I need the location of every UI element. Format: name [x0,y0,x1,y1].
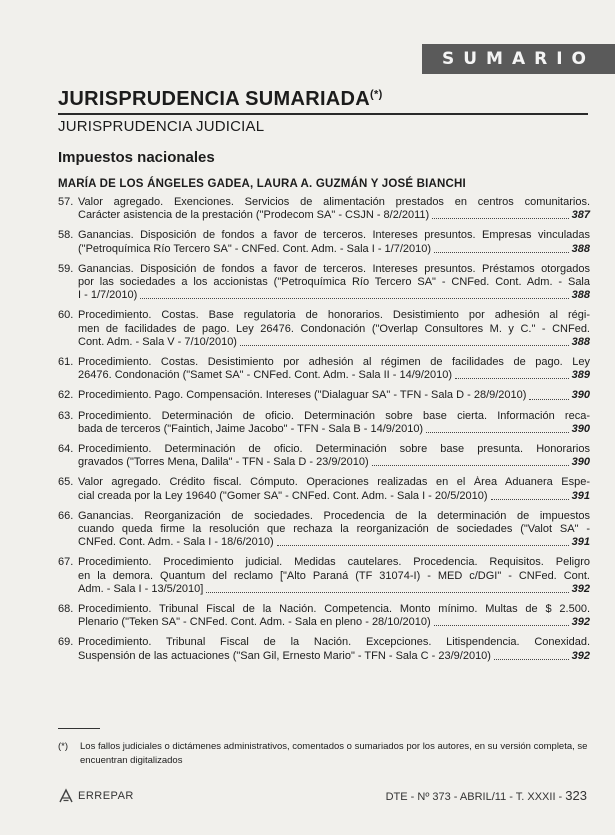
entry-number: 67. [58,556,74,569]
entry-last-line [78,243,590,256]
summary-entry [58,309,590,349]
entry-text-line: Carácter asistencia de la prestación ("Prodecom SA" - CSJN - 8/2/2011) [78,209,430,222]
dot-leader [372,465,569,466]
summary-entry [58,636,590,662]
summary-entry [58,476,590,502]
entry-text-line: ("Petroquímica Río Tercero SA" - CNFed. Cont. Adm. - Sala I - 1/7/2010) [78,242,432,255]
footnote-mark: (*) [58,741,69,752]
dot-leader [494,659,569,660]
entry-text-line: Ganancias. Reorganización de sociedades. Procedencia de la determinación de impuestos [78,509,590,522]
errepar-logo-icon [58,788,74,804]
dot-leader [491,499,569,500]
entry-page-number: 390 [571,456,590,469]
footnote-divider [58,728,100,729]
entry-number: 66. [58,509,74,522]
publisher-name: ERREPAR [78,790,134,802]
summary-entry [58,196,590,222]
entry-text-line: cial creada por la Ley 19640 ("Gomer SA" - CNFed. Cont. Adm. - Sala I - 20/5/2010) [78,489,488,502]
entry-text-line: Procedimiento. Tribunal Fiscal de la Nación. Excepciones. Litispendencia. Conexidad. [78,636,590,649]
page-title-text: JURISPRUDENCIA SUMARIADA [58,88,371,110]
title-footnote-mark: (*) [370,88,383,101]
dot-leader [206,592,568,593]
entry-text-line: CNFed. Cont. Adm. - Sala I - 18/6/2010) [78,536,274,549]
entry-page-number: 392 [571,649,590,662]
entry-number: 62. [58,389,74,402]
summary-entry [58,443,590,469]
footnote-text: Los fallos judiciales o dictámenes administrativos, comentados o sumariados por los autores, en su versión completa, se encuentran digitalizados [80,741,588,766]
summary-entry [58,263,590,303]
entry-page-number: 390 [571,389,590,402]
dot-leader [140,298,568,299]
dot-leader [426,432,569,433]
entry-number: 58. [58,229,74,242]
entry-number: 59. [58,262,74,275]
entry-page-number: 388 [571,242,590,255]
summary-entry [58,229,590,255]
entry-text-line: Procedimiento. Procedimiento judicial. Medidas cautelares. Procedencia. Requisitos. Peligro [78,556,590,569]
summary-entry [58,410,590,436]
sumario-label: SUMARIO [442,49,595,69]
summary-entry [58,603,590,629]
summary-entries-list [58,196,590,670]
entry-text-line: Ganancias. Disposición de fondos a favor de terceros. Intereses presuntos. Préstamos otorgados [78,262,590,275]
page-subtitle: JURISPRUDENCIA JUDICIAL [58,118,265,135]
entry-text-line: 26476. Condonación ("Samet SA" - CNFed. Cont. Adm. - Sala II - 14/9/2010) [78,369,453,382]
entry-text-line: Procedimiento. Costas. Desistimiento por adhesión al régimen de facilidades de pago. Ley [78,356,590,369]
entry-text-line: Procedimiento. Costas. Base regulatoria de honorarios. Desistimiento por adhesión al régi- [78,309,590,322]
dot-leader [455,378,569,379]
entry-text-line: en la demora. Quantum del reclamo ["Alto Paraná (TF 31074-I) - MED c/DGI" - CNFed. Cont. [78,569,590,582]
entry-page-number: 388 [571,335,590,348]
page-title [58,88,383,111]
entry-last-line [78,456,590,469]
footnote [58,740,590,768]
page-number: 323 [565,788,587,803]
entry-text-line: Ganancias. Disposición de fondos a favor de terceros. Intereses presuntos. Empresas vinculadas [78,229,590,242]
entry-page-number: 392 [571,582,590,595]
entry-page-number: 388 [571,289,590,302]
page-footer [386,788,587,803]
entry-page-number: 390 [571,422,590,435]
footer-reference: DTE - Nº 373 - ABRIL/11 - T. XXXII - [385,791,563,803]
entry-text-line: por las sociedades a los accionistas ("Petroquímica Río Tercero SA" - CNFed. Cont. Adm. - Sala [78,276,590,289]
entry-page-number: 387 [571,209,590,222]
entry-last-line [78,583,590,596]
dot-leader [432,218,568,219]
entry-page-number: 391 [571,489,590,502]
dot-leader [529,399,568,400]
summary-entry [58,356,590,382]
entry-text-line: Valor agregado. Crédito fiscal. Cómputo. Operaciones realizadas en el Área Aduanera Espe- [78,476,590,489]
entry-number: 60. [58,309,74,322]
publisher-logo [58,788,134,804]
entry-text-line: I - 1/7/2010) [78,289,138,302]
entry-last-line [78,616,590,629]
entry-number: 57. [58,196,74,208]
summary-entry [58,556,590,596]
dot-leader [277,545,569,546]
entry-page-number: 391 [571,536,590,549]
entry-text-line: Adm. - Sala I - 13/5/2010] [78,582,204,595]
entry-number: 68. [58,603,74,616]
entry-page-number: 392 [571,616,590,629]
entry-number: 69. [58,636,74,649]
entry-last-line [78,389,590,402]
entry-last-line [78,369,590,382]
entry-text-line: Procedimiento. Pago. Compensación. Intereses ("Dialaguar SA" - TFN - Sala D - 28/9/2010) [78,389,527,402]
section-heading: Impuestos nacionales [58,149,215,166]
entry-last-line [78,336,590,349]
entry-text-line: cuando queda firme la resolución que rechaza la reorganización de sociedades ("Valot SA" - [78,523,590,536]
entry-last-line [78,289,590,302]
entry-text-line: Valor agregado. Exenciones. Servicios de alimentación prestados en centros comunitarios. [78,196,590,208]
entry-last-line [78,209,590,222]
sumario-banner [422,44,615,74]
entry-text-line: Plenario ("Teken SA" - CNFed. Cont. Adm. - Sala en pleno - 28/10/2010) [78,616,431,629]
title-divider [58,113,588,115]
summary-entry [58,510,590,550]
entry-text-line: bada de terceros ("Faintich, Jaime Jacobo" - TFN - Sala B - 14/9/2010) [78,422,424,435]
entry-text-line: Cont. Adm. - Sala V - 7/10/2010) [78,335,237,348]
entry-number: 63. [58,409,74,422]
summary-entry [58,389,590,402]
entry-text-line: Procedimiento. Tribunal Fiscal de la Nación. Competencia. Monto mínimo. Multas de $ 2.500. [78,603,590,616]
entry-last-line [78,423,590,436]
entry-text-line: gravados ("Torres Mena, Dalila" - TFN - Sala D - 23/9/2010) [78,456,369,469]
entry-text-line: Procedimiento. Determinación de oficio. Determinación sobre base presunta. Honorarios [78,443,590,456]
entry-last-line [78,490,590,503]
entry-page-number: 389 [571,369,590,382]
entry-text-line: Procedimiento. Determinación de oficio. Determinación sobre base cierta. Información reca- [78,409,590,422]
dot-leader [240,345,569,346]
dot-leader [434,252,569,253]
entry-number: 61. [58,356,74,369]
entry-text-line: Suspensión de las actuaciones ("San Gil, Ernesto Mario" - TFN - Sala C - 23/9/2010) [78,649,491,662]
entry-number: 64. [58,443,74,456]
entry-last-line [78,650,590,663]
authors-line: MARÍA DE LOS ÁNGELES GADEA, LAURA A. GUZMÁN Y JOSÉ BIANCHI [58,178,466,190]
entry-text-line: men de facilidades de pago. Ley 26476. Condonación ("Overlap Consultores M. y C." - CNFed. [78,322,590,335]
entry-last-line [78,536,590,549]
dot-leader [434,625,569,626]
entry-number: 65. [58,476,74,489]
